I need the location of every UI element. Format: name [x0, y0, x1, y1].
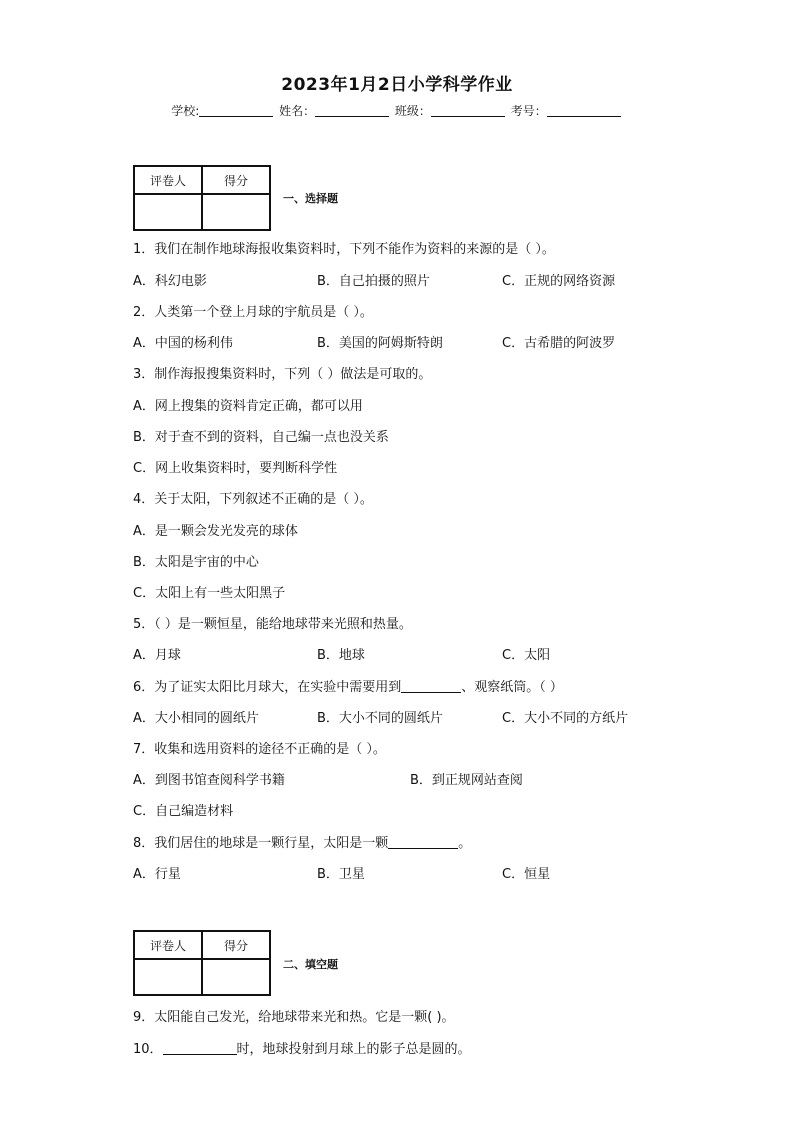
question-stem: 2．人类第一个登上月球的宇航员是（ ）。	[133, 305, 373, 320]
question-stem: 1．我们在制作地球海报收集资料时，下列不能作为资料的来源的是（ ）。	[133, 242, 555, 257]
number-label: 考号：	[510, 104, 547, 118]
option: C．大小不同的方纸片	[502, 711, 629, 726]
option: C．恒星	[502, 867, 551, 882]
question-stem	[133, 832, 471, 851]
option: C．太阳	[502, 648, 551, 663]
option: B．卫星	[317, 867, 365, 882]
school-label: 学校:	[171, 104, 200, 118]
question-stem: 7．收集和选用资料的途径不正确的是（ ）。	[133, 742, 386, 757]
option: A．行星	[133, 867, 181, 882]
reviewer-cell[interactable]	[134, 194, 202, 230]
score-header: 得分	[202, 931, 270, 959]
name-label: 姓名：	[279, 104, 316, 118]
option: C．太阳上有一些太阳黑子	[133, 586, 286, 601]
option: A．科幻电影	[133, 274, 207, 289]
option: A．是一颗会发光发亮的球体	[133, 524, 298, 539]
stem-part: 6．为了证实太阳比月球大，在实验中需要用到	[133, 680, 402, 695]
question-stem: 9．太阳能自己发光，给地球带来光和热。它是一颗( )。	[133, 1010, 455, 1025]
option: B．到正规网站查阅	[410, 773, 523, 788]
question-stem: 5．（ ）是一颗恒星，能给地球带来光照和热量。	[133, 617, 412, 632]
score-cell[interactable]	[202, 959, 270, 995]
score-cell[interactable]	[202, 194, 270, 230]
option: A．月球	[133, 648, 181, 663]
option: B．太阳是宇宙的中心	[133, 555, 259, 570]
option: A．网上搜集的资料肯定正确，都可以用	[133, 399, 363, 414]
stem-part: 、观察纸筒。（ ）	[461, 680, 563, 695]
stem-part: 时，地球投射到月球上的影子总是圆的。	[236, 1042, 471, 1057]
answer-blank[interactable]	[388, 835, 458, 849]
school-blank[interactable]	[199, 104, 273, 117]
stem-part: 8．我们居住的地球是一颗行星，太阳是一颗	[133, 836, 389, 851]
stem-part: 10．	[133, 1042, 163, 1057]
class-blank[interactable]	[431, 104, 505, 117]
answer-blank[interactable]	[163, 1041, 237, 1055]
option: A．中国的杨利伟	[133, 336, 233, 351]
answer-blank[interactable]	[401, 679, 461, 693]
reviewer-header: 评卷人	[134, 166, 202, 194]
option: B．大小不同的圆纸片	[317, 711, 443, 726]
section-title-fill: 二、填空题	[283, 958, 338, 971]
number-blank[interactable]	[547, 104, 621, 117]
reviewer-header: 评卷人	[134, 931, 202, 959]
option: B．地球	[317, 648, 365, 663]
option: C．古希腊的阿波罗	[502, 336, 616, 351]
question-stem	[133, 1038, 471, 1057]
option: C．自己编造材料	[133, 804, 234, 819]
option: A．大小相同的圆纸片	[133, 711, 259, 726]
option: A．到图书馆查阅科学书籍	[133, 773, 285, 788]
option: B．自己拍摄的照片	[317, 274, 430, 289]
question-stem: 4．关于太阳，下列叙述不正确的是（ ）。	[133, 492, 373, 507]
option: C．网上收集资料时，要判断科学性	[133, 461, 338, 476]
page-title: 2023年1月2日小学科学作业	[281, 75, 513, 95]
option: B．美国的阿姆斯特朗	[317, 336, 443, 351]
reviewer-cell[interactable]	[134, 959, 202, 995]
option: B．对于查不到的资料，自己编一点也没关系	[133, 430, 389, 445]
question-stem	[133, 676, 563, 695]
name-blank[interactable]	[315, 104, 389, 117]
section-title-choice: 一、选择题	[283, 192, 338, 205]
score-header: 得分	[202, 166, 270, 194]
score-table-1	[133, 165, 271, 231]
question-stem: 3．制作海报搜集资料时，下列（ ）做法是可取的。	[133, 367, 432, 382]
option: C．正规的网络资源	[502, 274, 616, 289]
stem-part: 。	[458, 836, 472, 851]
class-label: 班级：	[394, 104, 431, 118]
student-info-line	[0, 102, 794, 119]
score-table-2	[133, 930, 271, 996]
